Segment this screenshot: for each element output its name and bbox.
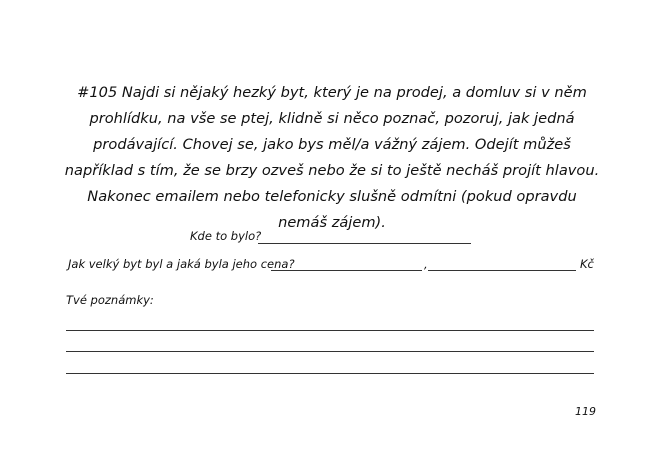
- flat-size-price-label: Jak velký byt byl a jaká byla jeho cena?: [68, 257, 295, 271]
- page-number: 119: [575, 405, 596, 418]
- where-label: Kde to bylo?: [190, 229, 262, 243]
- price-answer-line[interactable]: [428, 270, 576, 271]
- notes-line-1[interactable]: [66, 330, 594, 331]
- size-answer-line[interactable]: [271, 270, 422, 271]
- currency-label: Kč: [580, 257, 594, 271]
- comma-separator: ,: [424, 257, 428, 271]
- notes-line-2[interactable]: [66, 351, 594, 352]
- notes-line-3[interactable]: [66, 373, 594, 374]
- where-answer-line[interactable]: [258, 243, 471, 244]
- notes-label: Tvé poznámky:: [66, 293, 154, 307]
- challenge-text: #105 Najdi si nějaký hezký byt, který je na prodej, a domluv si v něm prohlídku, na vše se ptej, klidně si něco poznač, pozoruj, jak jedná prodávající. Chovej se, jako bys měl/a vážný zájem. Odejít můžeš například s tím, že se brzy ozveš nebo že si to ještě necháš projít hlavou. Nakonec emailem nebo telefonicky slušně odmítni (pokud opravdu nemáš zájem).: [64, 84, 600, 231]
